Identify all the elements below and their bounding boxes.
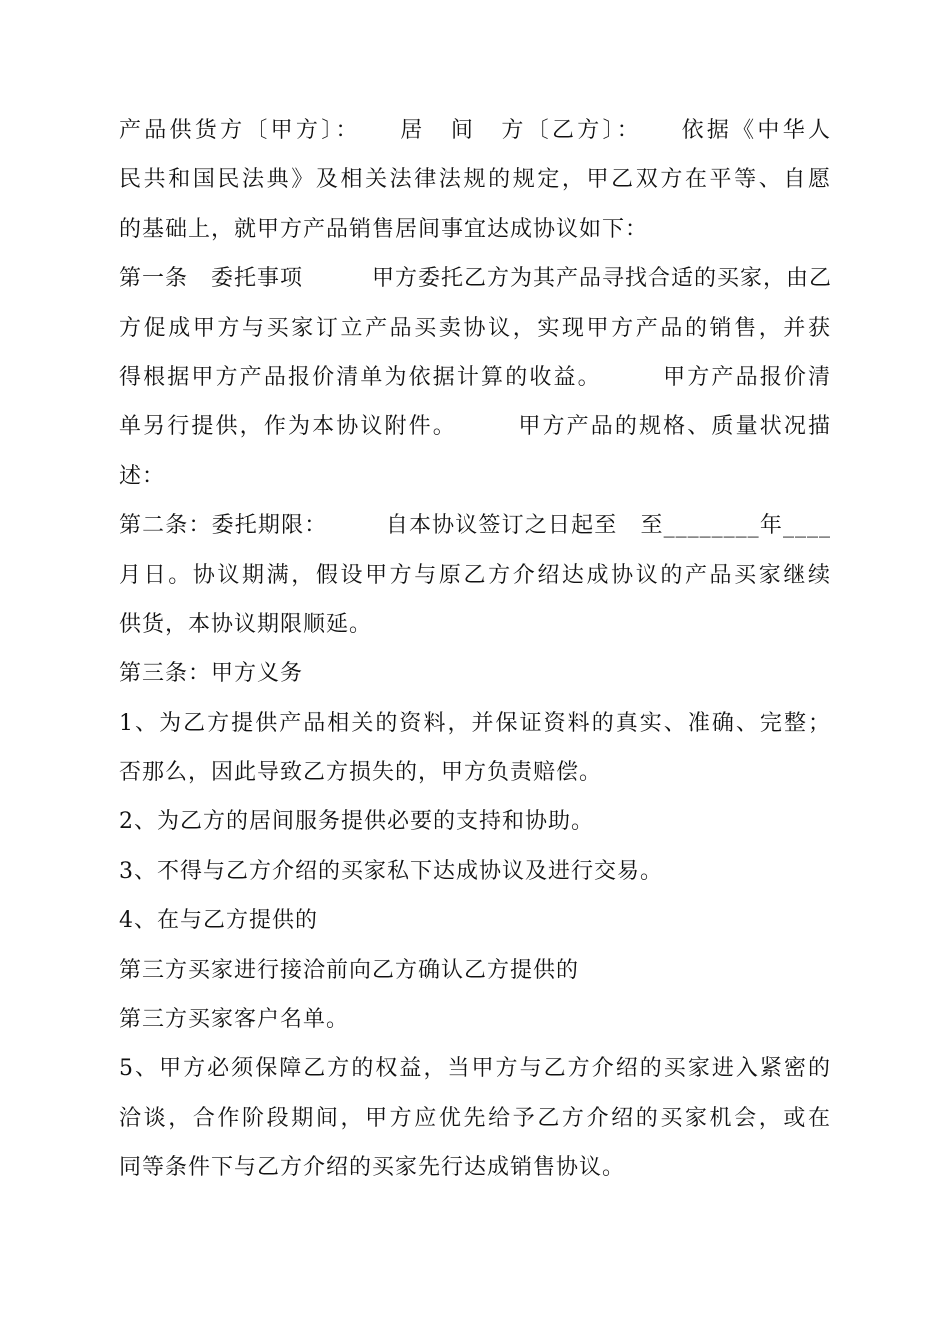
text-line: 月日。协议期满，假设甲方与原乙方介绍达成协议的产品买家继续 bbox=[119, 562, 831, 588]
article-3-heading: 第三条：甲方义务 bbox=[119, 661, 304, 687]
text-line: 否那么，因此导致乙方损失的，甲方负责赔偿。 bbox=[119, 760, 603, 786]
contract-text bbox=[119, 106, 831, 1193]
text-line: 产品供货方〔甲方〕： 居 间 方〔乙方〕： 依据《中华人 bbox=[119, 118, 831, 143]
list-item: 4、在与乙方提供的 bbox=[119, 908, 318, 934]
article-2-heading: 第二条：委托期限： 自本协议签订之日起至 至________年____ bbox=[119, 513, 831, 539]
text-line: 同等条件下与乙方介绍的买家先行达成销售协议。 bbox=[119, 1155, 626, 1181]
text-line: 得根据甲方产品报价清单为依据计算的收益。 甲方产品报价清 bbox=[119, 364, 831, 390]
text-line: 单另行提供，作为本协议附件。 甲方产品的规格、质量状况描 bbox=[119, 414, 831, 440]
text-line: 第三方买家进行接洽前向乙方确认乙方提供的 bbox=[119, 957, 580, 983]
article-1-heading: 第一条 委托事项 甲方委托乙方为其产品寻找合适的买家，由乙 bbox=[119, 266, 833, 292]
list-item: 2、为乙方的居间服务提供必要的支持和协助。 bbox=[119, 809, 594, 835]
list-item: 1、为乙方提供产品相关的资料，并保证资料的真实、准确、完整； bbox=[119, 710, 831, 736]
text-line: 供货，本协议期限顺延。 bbox=[119, 611, 373, 637]
list-item: 5、甲方必须保障乙方的权益，当甲方与乙方介绍的买家进入紧密的 bbox=[119, 1056, 831, 1082]
list-item: 3、不得与乙方介绍的买家私下达成协议及进行交易。 bbox=[119, 858, 663, 884]
text-line: 述： bbox=[119, 463, 166, 489]
text-line: 方促成甲方与买家订立产品买卖协议，实现甲方产品的销售，并获 bbox=[119, 315, 831, 341]
text-line: 洽谈，合作阶段期间，甲方应优先给予乙方介绍的买家机会，或在 bbox=[119, 1105, 831, 1131]
text-line: 第三方买家客户名单。 bbox=[119, 1007, 350, 1033]
text-line: 民共和国民法典》及相关法律法规的规定，甲乙双方在平等、自愿 bbox=[119, 167, 831, 193]
text-line: 的基础上，就甲方产品销售居间事宜达成协议如下： bbox=[119, 216, 649, 242]
